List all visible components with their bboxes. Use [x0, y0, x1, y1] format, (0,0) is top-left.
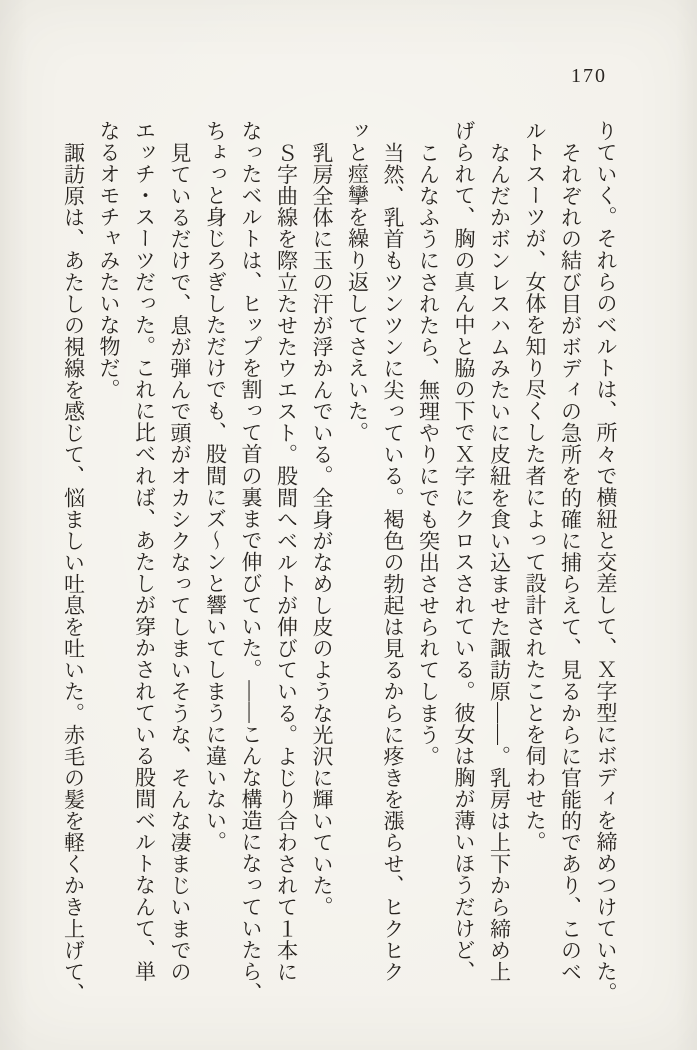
text-line: 見ているだけで、息が弾んで頭がオカシクなってしまいそうな、そんな凄まじいまでの — [168, 141, 192, 982]
text-line: げられて、胸の真ん中と脇の下でＸ字にクロスされている。彼女は胸が薄いほうだけど、 — [452, 120, 476, 982]
text-line: りていく。それらのベルトは、所々で横紐と交差して、Ｘ字型にボディを締めつけていた。 — [594, 120, 618, 1004]
page-number: 170 — [571, 65, 607, 87]
text-line: 乳房全体に玉の汗が浮かんでいる。全身がなめし皮のような光沢に輝いていた。 — [310, 141, 334, 918]
text-line: それぞれの結び目がボディの急所を的確に捕らえて、見るからに官能的であり、このベ — [558, 141, 583, 982]
text-line: ルトスーツが、女体を知り尽くした者によって設計されたことを伺わせた。 — [523, 120, 547, 853]
body-text — [55, 120, 623, 1008]
text-line: なったベルトは、ヒップを割って首の裏まで伸びていた。――こんな構造になっていたら、 — [239, 120, 263, 1004]
text-line: なんだかボンレスハムみたいに皮紐を食い込ませた諏訪原――。乳房は上下から締め上 — [487, 141, 512, 982]
text-line: エッチ・スーツだった。これに比べれば、あたしが穿かされている股間ベルトなんて、単 — [132, 120, 157, 982]
text-line: 諏訪原は、あたしの視線を感じて、悩ましい吐息を吐いた。赤毛の髪を軽くかき上げて、 — [61, 141, 86, 1004]
text-line: Ｓ字曲線を際立たせたウエスト。股間へベルトが伸びている。よじり合わされて１本に — [274, 141, 299, 982]
text-line: こんなふうにされたら、無理やりにでも突出させられてしまう。 — [416, 141, 441, 767]
text-line: なるオモチャみたいな物だ。 — [97, 120, 121, 401]
text-line: ちょっと身じろぎしただけでも、股間にズ〜ンと響いてしまうに違いない。 — [203, 120, 228, 853]
text-line: ッと痙攣を繰り返してさえいた。 — [345, 120, 370, 444]
text-line: 当然、乳首もツンツンに尖っている。褐色の勃起は見るからに疼きを漲らせ、ヒクヒク — [381, 141, 405, 982]
